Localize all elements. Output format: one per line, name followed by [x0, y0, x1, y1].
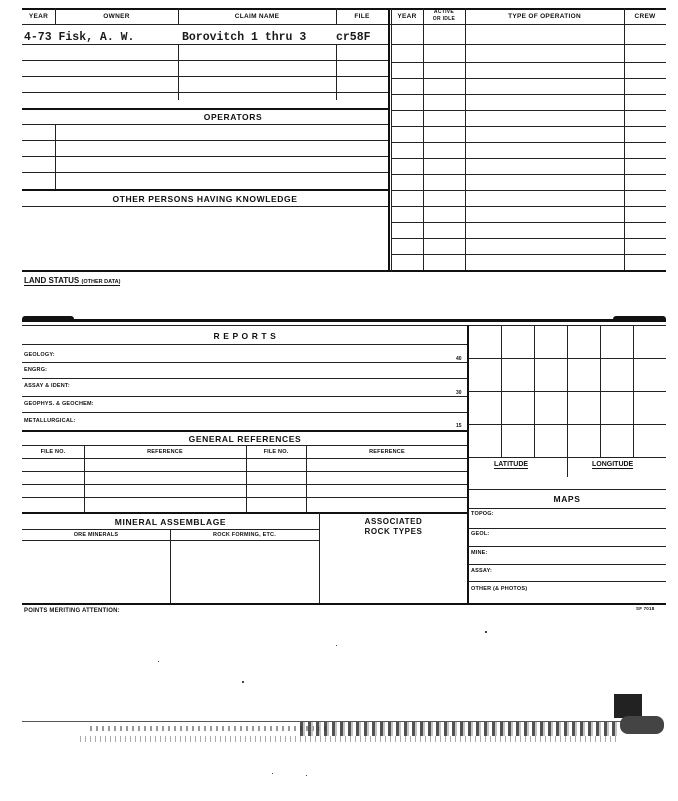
claim-name-header: CLAIM NAME: [234, 13, 280, 20]
center-divider-inner: [391, 8, 392, 272]
entry-claim-name: Borovitch 1 thru 3: [182, 31, 307, 44]
active-header: ACTIVE: [433, 9, 455, 15]
geophys-geochem-label: GEOPHYS. & GEOCHEM:: [24, 401, 94, 407]
reference-header-2: REFERENCE: [369, 449, 405, 455]
maps-title: MAPS: [553, 494, 581, 504]
header-divider: [22, 24, 666, 25]
longitude-label: LONGITUDE: [592, 461, 634, 468]
owner-header: OWNER: [103, 13, 130, 20]
type-col-divider: [465, 8, 466, 270]
points-meriting-attention-label: POINTS MERITING ATTENTION:: [24, 608, 120, 614]
other-persons-title: OTHER PERSONS HAVING KNOWLEDGE: [112, 194, 298, 204]
reports-title: R E P O R T S: [213, 331, 277, 341]
engrg-label: ENGRG:: [24, 367, 48, 373]
rock-forming-header: ROCK FORMING, ETC.: [213, 532, 276, 538]
mine-label: MINE:: [471, 550, 488, 556]
assay-ident-label: ASSAY & IDENT:: [24, 383, 70, 389]
entry-year-owner: 4-73 Fisk, A. W.: [24, 31, 135, 44]
geology-label: GEOLOGY:: [24, 352, 55, 358]
latitude-label: LATITUDE: [494, 461, 529, 468]
topog-label: TOPOG:: [471, 511, 494, 517]
top-border: [22, 8, 666, 10]
associated-rock-types-line2: ROCK TYPES: [364, 527, 423, 536]
form-number: SF 7018: [636, 606, 655, 611]
file-no-header-2: FILE NO.: [263, 449, 289, 455]
metallurgical-number: 15: [456, 423, 462, 429]
land-status-label: LAND STATUS (OTHER DATA): [24, 276, 121, 285]
crew-col-divider: [624, 8, 625, 270]
center-divider: [388, 8, 390, 272]
mineral-assemblage-title: MINERAL ASSEMBLAGE: [114, 517, 227, 527]
crew-header: CREW: [634, 13, 656, 20]
maps-column-divider: [467, 325, 469, 604]
associated-rock-types-line1: ASSOCIATED: [364, 517, 423, 526]
operators-title: OPERATORS: [203, 112, 263, 122]
file-no-header-1: FILE NO.: [40, 449, 66, 455]
bottom-border: [22, 270, 666, 272]
file-header: FILE: [354, 13, 370, 20]
entry-file: cr58F: [336, 31, 371, 44]
geol-label: GEOL:: [471, 531, 490, 537]
reference-header-1: REFERENCE: [147, 449, 183, 455]
map-assay-label: ASSAY:: [471, 568, 493, 574]
type-of-operation-header: TYPE OF OPERATION: [508, 13, 581, 20]
scan-dark-blot: [614, 694, 642, 718]
idle-header: OR IDLE: [432, 16, 456, 22]
assay-number: 30: [456, 390, 462, 396]
year-header-right: YEAR: [397, 13, 417, 20]
general-references-title: GENERAL REFERENCES: [188, 434, 302, 444]
geology-number: 40: [456, 356, 462, 362]
metallurgical-label: METALLURGICAL:: [24, 418, 76, 424]
reports-top-rule: [22, 319, 666, 322]
year-header: YEAR: [28, 13, 49, 20]
ore-minerals-header: ORE MINERALS: [73, 532, 119, 538]
other-photos-label: OTHER (& PHOTOS): [471, 586, 528, 592]
active-col-divider: [423, 8, 424, 270]
